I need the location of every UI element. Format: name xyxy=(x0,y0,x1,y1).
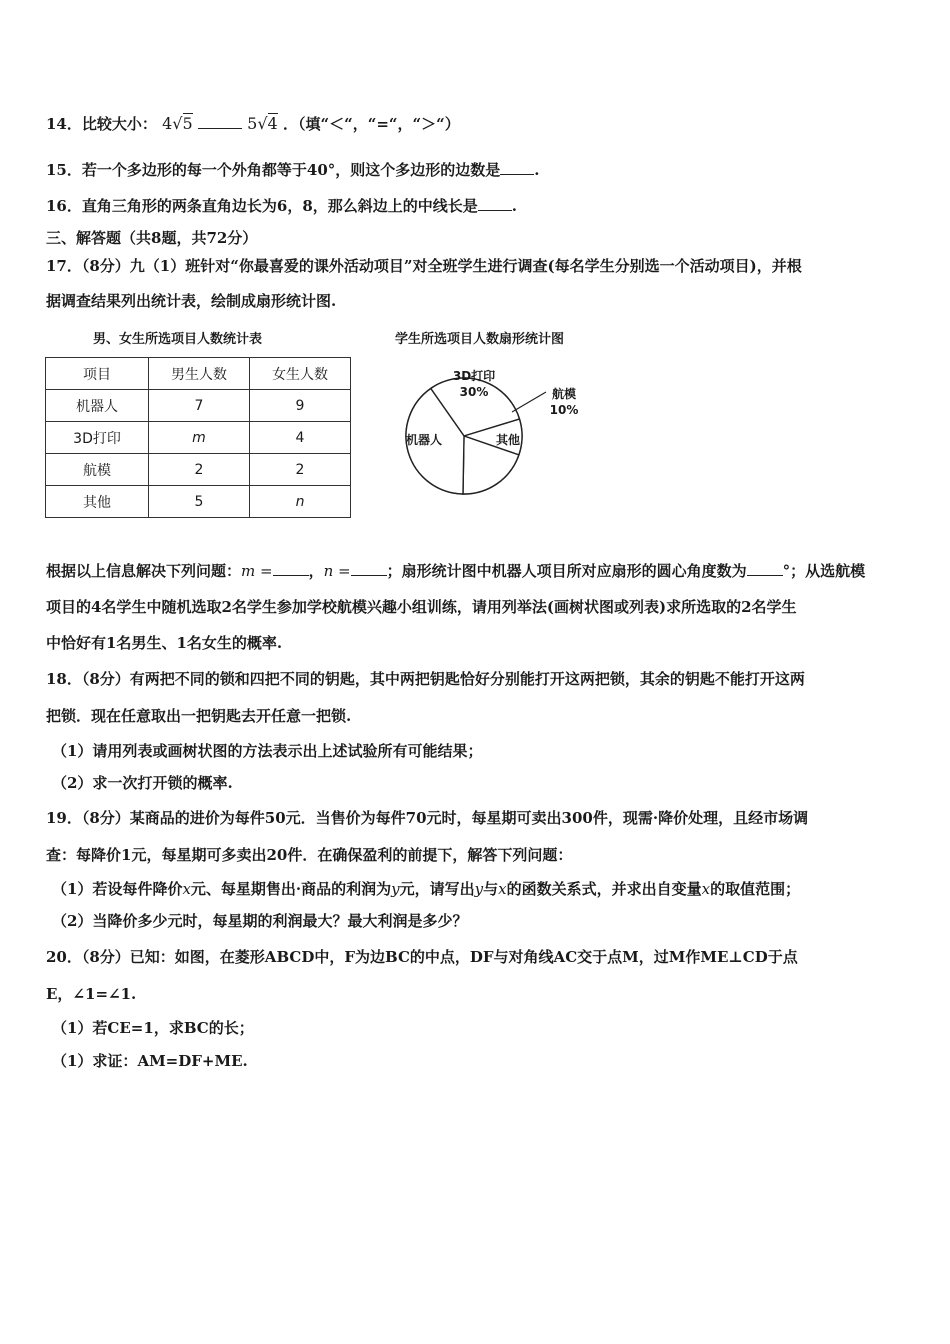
sqrt-icon: √ xyxy=(257,114,268,133)
pie-label-2: 其他 xyxy=(495,433,521,447)
q20-sub2: （1）求证：AM=DF+ME. xyxy=(52,1052,248,1070)
table-row xyxy=(46,454,351,486)
q18-sub1: （1）请用列表或画树状图的方法表示出上述试验所有可能结果； xyxy=(52,742,483,760)
q19-sub2: （2）当降价多少元时，每星期的利润最大？最大利润是多少？ xyxy=(52,912,468,930)
table-cell: 其他 xyxy=(46,486,149,518)
table-cell: m xyxy=(149,422,250,454)
q17-answer-line2: 项目的4名学生中随机选取2名学生参加学校航模兴趣小组训练，请用列举法(画树状图或列表)求所选取的2名学生 xyxy=(46,598,797,616)
table-cell: 3D打印 xyxy=(46,422,149,454)
table-cell: n xyxy=(250,486,351,518)
q19-line1: 19．（8分）某商品的进价为每件50元．当售价为每件70元时，每星期可卖出300件，现需·降价处理，且经市场调 xyxy=(46,809,809,827)
table-row xyxy=(46,422,351,454)
answer-blank xyxy=(478,196,512,211)
pie-label-1: 航模 xyxy=(551,387,577,401)
answer-blank xyxy=(351,561,387,576)
pie-percent-0: 30% xyxy=(459,385,489,399)
q15-text: 15．若一个多边形的每一个外角都等于40°，则这个多边形的边数是 xyxy=(46,161,501,179)
pie-title: 学生所选项目人数扇形统计图 xyxy=(395,332,565,347)
q17-answer-line3: 中恰好有1名男生、1名女生的概率. xyxy=(46,634,283,652)
table-cell: 5 xyxy=(149,486,250,518)
pie-label-0: 3D打印 xyxy=(452,369,496,383)
q19-line2: 查：每降价1元，每星期可多卖出20件．在确保盈利的前提下，解答下列问题： xyxy=(46,846,573,864)
stat-table xyxy=(45,357,351,518)
question-14 xyxy=(46,113,460,135)
answer-blank xyxy=(273,561,309,576)
answer-blank xyxy=(198,114,242,129)
question-16: 16．直角三角形的两条直角边长为6，8，那么斜边上的中线长是 . xyxy=(46,197,517,215)
pie-percent-1: 10% xyxy=(549,403,579,417)
q17-line1: 17．（8分）九（1）班针对“你最喜爱的课外活动项目”对全班学生进行调查(每名学生分别选一个活动项目)，并根 xyxy=(46,257,802,275)
table-title: 男、女生所选项目人数统计表 xyxy=(93,332,263,347)
q19-sub1: （1）若设每件降价x元、每星期售出·商品的利润为y元，请写出y与x的函数关系式，并求出自变量x的取值范围； xyxy=(52,880,801,898)
q18-sub2: （2）求一次打开锁的概率. xyxy=(52,774,233,792)
q20-line1: 20．（8分）已知：如图，在菱形ABCD中，F为边BC的中点，DF与对角线AC交于点M，过M作ME⊥CD于点 xyxy=(46,948,798,966)
left-radical-expression: 4√5 xyxy=(162,114,193,133)
pie-chart xyxy=(400,350,600,500)
right-radical-expression: 5√4 xyxy=(247,114,278,133)
n-label: n = xyxy=(323,562,351,580)
q18-line2: 把锁．现在任意取出一把钥匙去开任意一把锁. xyxy=(46,707,352,725)
table-header-row xyxy=(46,358,351,390)
table-cell: 2 xyxy=(149,454,250,486)
question-15: 15．若一个多边形的每一个外角都等于40°，则这个多边形的边数是 . xyxy=(46,161,540,179)
table-cell: 9 xyxy=(250,390,351,422)
q17-line2: 据调查结果列出统计表，绘制成扇形统计图. xyxy=(46,292,337,310)
table-cell: 4 xyxy=(250,422,351,454)
q16-text: 16．直角三角形的两条直角边长为6，8，那么斜边上的中线长是 xyxy=(46,197,478,215)
q18-line1: 18．（8分）有两把不同的锁和四把不同的钥匙，其中两把钥匙恰好分别能打开这两把锁，其余的钥匙不能打开这两 xyxy=(46,670,805,688)
table-header-cell: 女生人数 xyxy=(250,358,351,390)
answer-blank xyxy=(747,561,783,576)
table-cell: 机器人 xyxy=(46,390,149,422)
q14-prefix: 14．比较大小： xyxy=(46,115,157,133)
pie-label-3: 机器人 xyxy=(405,433,443,447)
q17-answer-line1: 根据以上信息解决下列问题：m = ，n = ；扇形统计图中机器人项目所对应扇形的圆心角度数为 °；从选航模 xyxy=(46,562,866,580)
q20-line2: E，∠1=∠1. xyxy=(46,985,137,1003)
table-row xyxy=(46,390,351,422)
table-header-cell: 男生人数 xyxy=(149,358,250,390)
table-header-cell: 项目 xyxy=(46,358,149,390)
table-cell: 2 xyxy=(250,454,351,486)
section-header: 三、解答题（共8题，共72分） xyxy=(46,229,258,247)
sqrt-icon: √ xyxy=(172,114,183,133)
q14-suffix: ．（填“＜“，“=“，“＞“） xyxy=(282,115,460,133)
m-label: m = xyxy=(241,562,273,580)
table-cell: 航模 xyxy=(46,454,149,486)
answer-blank xyxy=(500,160,534,175)
table-row xyxy=(46,486,351,518)
q20-sub1: （1）若CE=1，求BC的长； xyxy=(52,1019,254,1037)
pie-leader-line xyxy=(512,392,546,412)
table-cell: 7 xyxy=(149,390,250,422)
